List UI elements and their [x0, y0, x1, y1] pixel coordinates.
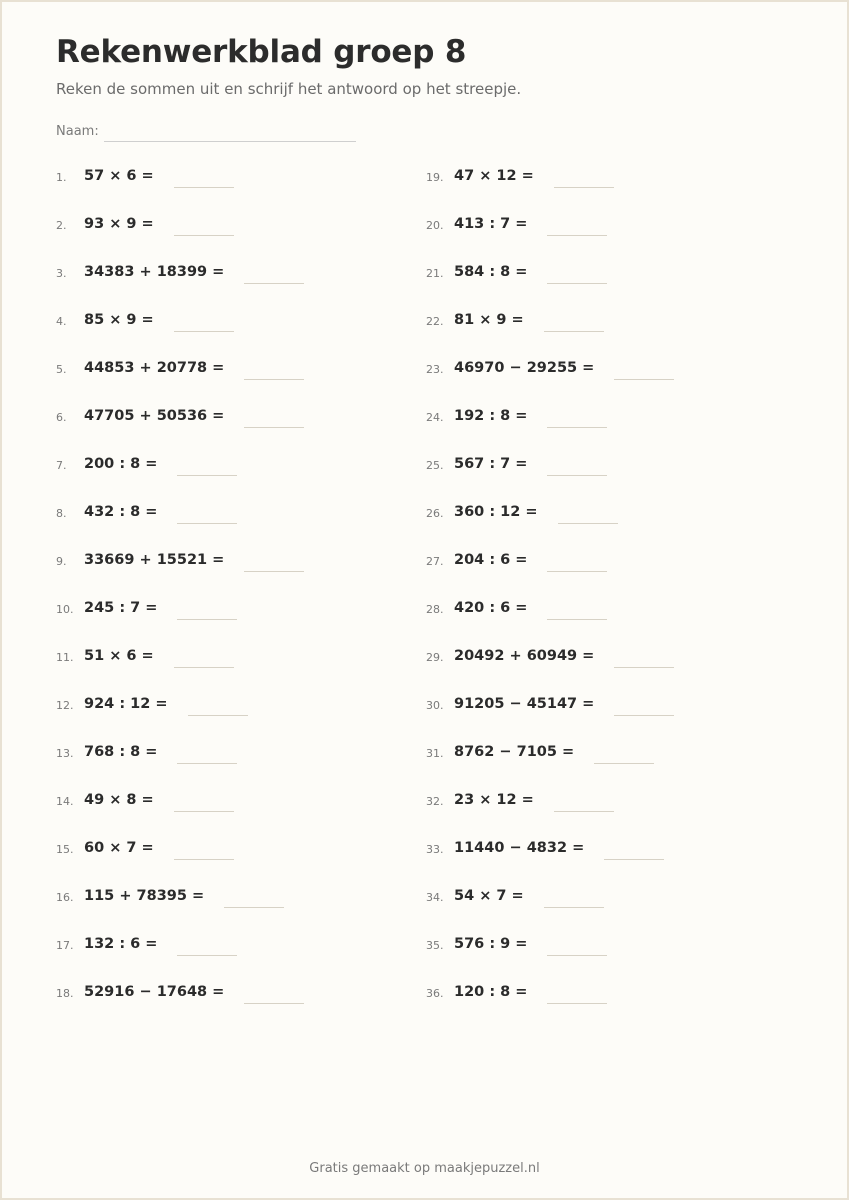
problem-row	[56, 872, 416, 920]
problem-expression: 49 × 8 =	[84, 792, 154, 808]
problem-expression: 47 × 12 =	[454, 168, 534, 184]
problem-expression: 924 : 12 =	[84, 696, 168, 712]
answer-line[interactable]	[177, 475, 237, 476]
problem-number: 17.	[56, 938, 74, 952]
problem-number: 36.	[426, 986, 444, 1000]
problem-expression: 432 : 8 =	[84, 504, 158, 520]
problem-number: 30.	[426, 698, 444, 712]
problem-expression: 413 : 7 =	[454, 216, 528, 232]
problem-row	[56, 152, 416, 200]
answer-line[interactable]	[547, 1003, 607, 1004]
problem-expression: 576 : 9 =	[454, 936, 528, 952]
answer-line[interactable]	[547, 955, 607, 956]
instructions: Reken de sommen uit en schrijf het antwoord op het streepje.	[56, 80, 522, 98]
name-label: Naam:	[56, 124, 99, 139]
problem-number: 32.	[426, 794, 444, 808]
problem-expression: 47705 + 50536 =	[84, 408, 225, 424]
problem-row	[426, 440, 786, 488]
footer-credit: Gratis gemaakt op maakjepuzzel.nl	[309, 1161, 540, 1176]
problem-number: 9.	[56, 554, 67, 568]
problem-number: 14.	[56, 794, 74, 808]
problem-expression: 44853 + 20778 =	[84, 360, 225, 376]
problem-expression: 768 : 8 =	[84, 744, 158, 760]
problem-expression: 200 : 8 =	[84, 456, 158, 472]
problem-number: 31.	[426, 746, 444, 760]
problem-expression: 115 + 78395 =	[84, 888, 205, 904]
answer-line[interactable]	[244, 283, 304, 284]
problem-number: 33.	[426, 842, 444, 856]
problem-number: 25.	[426, 458, 444, 472]
problem-expression: 91205 − 45147 =	[454, 696, 595, 712]
problem-row	[426, 632, 786, 680]
answer-line[interactable]	[614, 715, 674, 716]
problem-number: 21.	[426, 266, 444, 280]
problem-expression: 23 × 12 =	[454, 792, 534, 808]
problem-row	[56, 584, 416, 632]
answer-line[interactable]	[614, 667, 674, 668]
problem-number: 23.	[426, 362, 444, 376]
problems-column-left	[56, 152, 416, 1016]
answer-line[interactable]	[174, 331, 234, 332]
problem-expression: 192 : 8 =	[454, 408, 528, 424]
answer-line[interactable]	[188, 715, 248, 716]
problem-expression: 11440 − 4832 =	[454, 840, 585, 856]
problem-row	[426, 920, 786, 968]
problem-expression: 20492 + 60949 =	[454, 648, 595, 664]
answer-line[interactable]	[594, 763, 654, 764]
problem-row	[426, 152, 786, 200]
answer-line[interactable]	[244, 427, 304, 428]
problem-row	[56, 680, 416, 728]
problem-number: 15.	[56, 842, 74, 856]
answer-line[interactable]	[174, 811, 234, 812]
page-title: Rekenwerkblad groep 8	[56, 34, 467, 70]
problem-row	[426, 488, 786, 536]
answer-line[interactable]	[244, 379, 304, 380]
answer-line[interactable]	[224, 907, 284, 908]
answer-line[interactable]	[174, 859, 234, 860]
answer-line[interactable]	[547, 475, 607, 476]
answer-line[interactable]	[554, 187, 614, 188]
problem-number: 12.	[56, 698, 74, 712]
answer-line[interactable]	[174, 187, 234, 188]
answer-line[interactable]	[177, 763, 237, 764]
problem-expression: 46970 − 29255 =	[454, 360, 595, 376]
problem-number: 2.	[56, 218, 67, 232]
problem-number: 22.	[426, 314, 444, 328]
problem-expression: 85 × 9 =	[84, 312, 154, 328]
problem-number: 4.	[56, 314, 67, 328]
problem-expression: 132 : 6 =	[84, 936, 158, 952]
answer-line[interactable]	[558, 523, 618, 524]
answer-line[interactable]	[174, 667, 234, 668]
problem-row	[56, 440, 416, 488]
problem-row	[56, 920, 416, 968]
problem-expression: 420 : 6 =	[454, 600, 528, 616]
problem-number: 10.	[56, 602, 74, 616]
problem-number: 19.	[426, 170, 444, 184]
problem-number: 5.	[56, 362, 67, 376]
answer-line[interactable]	[547, 427, 607, 428]
answer-line[interactable]	[177, 955, 237, 956]
answer-line[interactable]	[547, 571, 607, 572]
answer-line[interactable]	[244, 571, 304, 572]
problem-row	[426, 200, 786, 248]
problem-expression: 33669 + 15521 =	[84, 552, 225, 568]
answer-line[interactable]	[244, 1003, 304, 1004]
problem-expression: 567 : 7 =	[454, 456, 528, 472]
problem-row	[426, 728, 786, 776]
problem-number: 6.	[56, 410, 67, 424]
answer-line[interactable]	[174, 235, 234, 236]
problem-number: 24.	[426, 410, 444, 424]
problem-number: 13.	[56, 746, 74, 760]
problem-row	[426, 680, 786, 728]
problem-row	[426, 344, 786, 392]
answer-line[interactable]	[544, 907, 604, 908]
problem-expression: 57 × 6 =	[84, 168, 154, 184]
problem-number: 3.	[56, 266, 67, 280]
problem-row	[56, 248, 416, 296]
problem-row	[426, 968, 786, 1016]
problem-row	[56, 296, 416, 344]
problem-expression: 81 × 9 =	[454, 312, 524, 328]
name-answer-line[interactable]	[104, 141, 356, 142]
problem-row	[56, 776, 416, 824]
problem-row	[56, 968, 416, 1016]
problem-number: 29.	[426, 650, 444, 664]
problem-expression: 245 : 7 =	[84, 600, 158, 616]
problem-expression: 93 × 9 =	[84, 216, 154, 232]
answer-line[interactable]	[544, 331, 604, 332]
problem-number: 7.	[56, 458, 67, 472]
problem-row	[426, 776, 786, 824]
problems-column-right	[426, 152, 786, 1016]
problem-row	[426, 392, 786, 440]
problem-expression: 360 : 12 =	[454, 504, 538, 520]
problem-expression: 52916 − 17648 =	[84, 984, 225, 1000]
problem-expression: 204 : 6 =	[454, 552, 528, 568]
answer-line[interactable]	[547, 283, 607, 284]
problem-number: 11.	[56, 650, 74, 664]
problem-row	[56, 392, 416, 440]
problem-expression: 54 × 7 =	[454, 888, 524, 904]
answer-line[interactable]	[614, 379, 674, 380]
problem-row	[56, 344, 416, 392]
problem-expression: 60 × 7 =	[84, 840, 154, 856]
problem-row	[426, 824, 786, 872]
problem-row	[56, 824, 416, 872]
problem-row	[56, 200, 416, 248]
problem-number: 1.	[56, 170, 67, 184]
problem-number: 20.	[426, 218, 444, 232]
problem-number: 16.	[56, 890, 74, 904]
answer-line[interactable]	[177, 619, 237, 620]
problem-number: 27.	[426, 554, 444, 568]
problem-expression: 584 : 8 =	[454, 264, 528, 280]
problem-expression: 8762 − 7105 =	[454, 744, 575, 760]
answer-line[interactable]	[547, 235, 607, 236]
answer-line[interactable]	[554, 811, 614, 812]
problem-row	[426, 584, 786, 632]
problem-number: 35.	[426, 938, 444, 952]
answer-line[interactable]	[547, 619, 607, 620]
problem-number: 34.	[426, 890, 444, 904]
problem-row	[56, 536, 416, 584]
problem-number: 26.	[426, 506, 444, 520]
problem-expression: 51 × 6 =	[84, 648, 154, 664]
problem-number: 8.	[56, 506, 67, 520]
problem-number: 28.	[426, 602, 444, 616]
problem-row	[56, 488, 416, 536]
problem-row	[56, 728, 416, 776]
problem-expression: 34383 + 18399 =	[84, 264, 225, 280]
answer-line[interactable]	[604, 859, 664, 860]
problem-row	[426, 872, 786, 920]
problem-expression: 120 : 8 =	[454, 984, 528, 1000]
answer-line[interactable]	[177, 523, 237, 524]
problem-row	[56, 632, 416, 680]
problem-number: 18.	[56, 986, 74, 1000]
problem-row	[426, 248, 786, 296]
problem-row	[426, 296, 786, 344]
problem-row	[426, 536, 786, 584]
